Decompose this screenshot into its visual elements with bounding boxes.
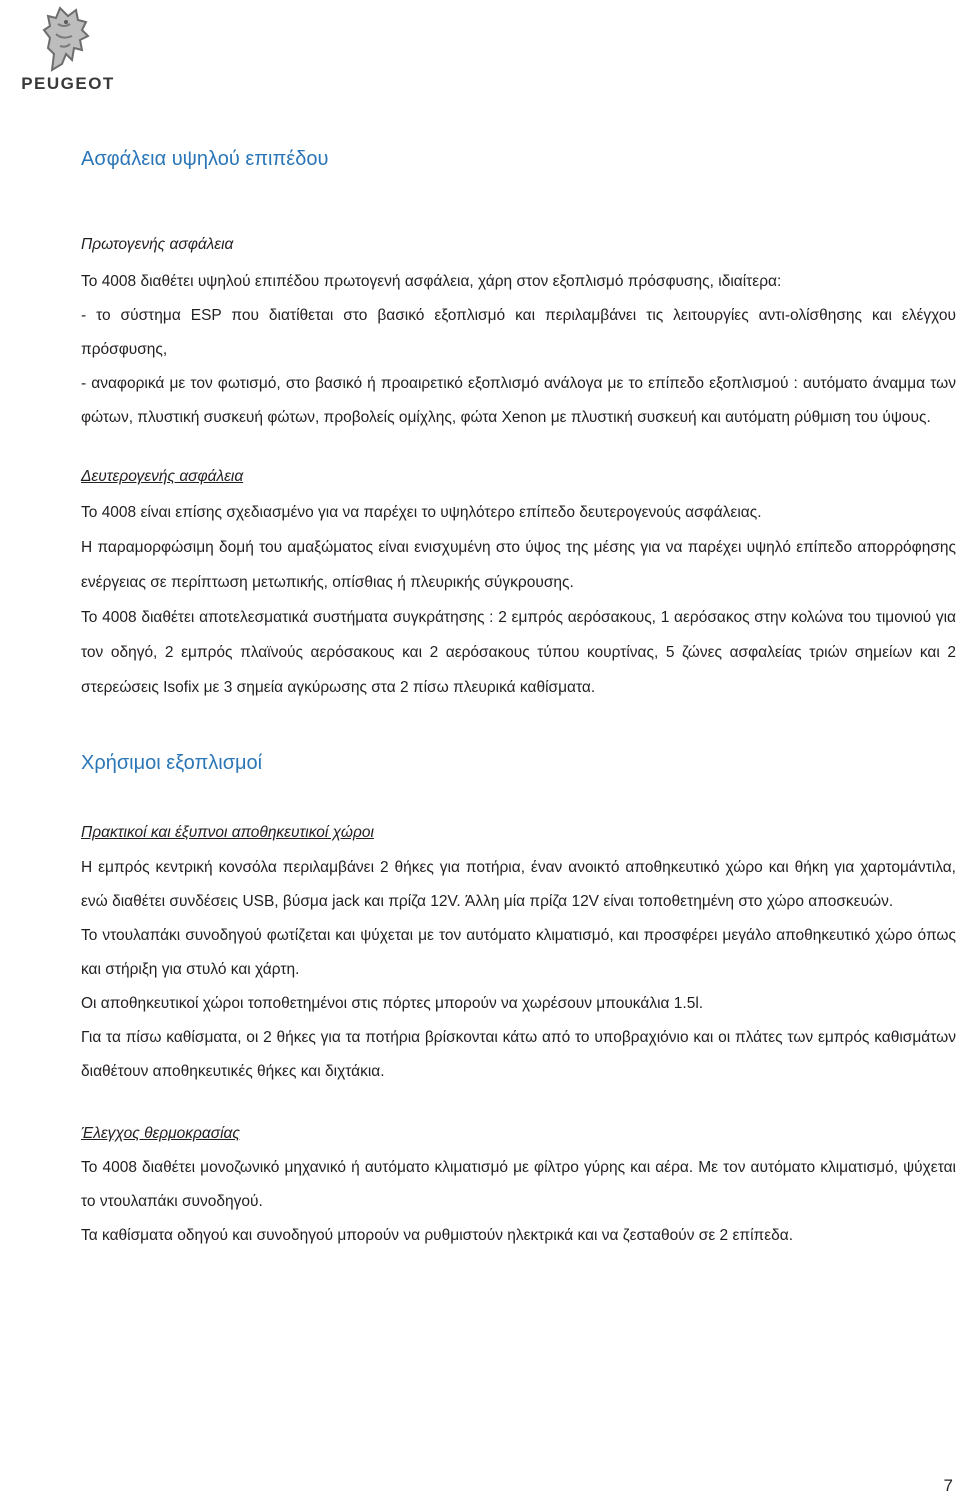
paragraph: Τα καθίσματα οδηγού και συνοδηγού μπορούν να ρυθμιστούν ηλεκτρικά και να ζεσταθούν σε 2 επίπεδα. (81, 1227, 794, 1244)
paragraph: Οι αποθηκευτικοί χώροι τοποθετημένοι στις πόρτες μπορούν να χωρέσουν μπουκάλια 1.5l. (81, 995, 704, 1012)
section-title-equipment: Χρήσιμοι εξοπλισμοί (81, 752, 263, 774)
paragraph: - αναφορικά με τον φωτισμό, στο βασικό ή προαιρετικό εξοπλισμό ανάλογα με το επίπεδο εξοπλισμού : αυτόματο άναμμα των φώτων, πλυστική συσκευή φώτων, προβολείς ομίχλης, φώτα Xenon με πλυστική συσκευή και αυτόματη ρύθμιση του ύψους. (81, 375, 956, 426)
peugeot-lion-icon (32, 4, 104, 72)
page-number: 7 (943, 1476, 953, 1495)
subsection-title-storage: Πρακτικοί και έξυπνοι αποθηκευτικοί χώροι (81, 824, 374, 841)
storage-text (81, 851, 956, 1089)
primary-safety-text (81, 265, 956, 435)
subsection-title-primary-safety: Πρωτογενής ασφάλεια (81, 236, 234, 253)
subsection-title-climate: Έλεγχος θερμοκρασίας (81, 1125, 240, 1142)
paragraph: Το 4008 είναι επίσης σχεδιασμένο για να παρέχει το υψηλότερο επίπεδο δευτερογενούς ασφάλειας. (81, 504, 762, 521)
paragraph: Το 4008 διαθέτει υψηλού επιπέδου πρωτογενή ασφάλεια, χάρη στον εξοπλισμό πρόσφυσης, ιδιαίτερα: (81, 273, 782, 290)
paragraph: Η παραμορφώσιμη δομή του αμαξώματος είναι ενισχυμένη στο ύψος της μέσης για να παρέχει υψηλό επίπεδο απορρόφησης ενέργειας σε περίπτωση μετωπικής, οπίσθιας ή πλευρικής σύγκρουσης. (81, 539, 956, 591)
paragraph: Η εμπρός κεντρική κονσόλα περιλαμβάνει 2 θήκες για ποτήρια, έναν ανοικτό αποθηκευτικό χώρο και θήκη για χαρτομάντιλα, ενώ διαθέτει συνδέσεις USB, βύσμα jack και πρίζα 12V. Άλλη μία πρίζα 12V είναι τοποθετημένη στο χώρο αποσκευών. (81, 859, 956, 910)
paragraph: Για τα πίσω καθίσματα, οι 2 θήκες για τα ποτήρια βρίσκονται κάτω από το υποβραχιόνιο και οι πλάτες των εμπρός καθισμάτων διαθέτουν αποθηκευτικές θήκες και διχτάκια. (81, 1029, 956, 1080)
document-body (81, 146, 956, 1253)
section-title-safety: Ασφάλεια υψηλού επιπέδου (81, 148, 329, 170)
brand-name: PEUGEOT (21, 74, 115, 93)
climate-text (81, 1151, 956, 1253)
paragraph: Το 4008 διαθέτει αποτελεσματικά συστήματα συγκράτησης : 2 εμπρός αερόσακους, 1 αερόσακος στην κολώνα του τιμονιού για τον οδηγό, 2 εμπρός πλαϊνούς αερόσακους και 2 αερόσακους τύπου κουρτίνας, 5 ζώνες ασφαλείας τριών σημείων και 2 στερεώσεις Isofix με 3 σημεία αγκύρωσης στα 2 πίσω πλευρικά καθίσματα. (81, 609, 956, 696)
secondary-safety-text (81, 495, 956, 705)
paragraph: - το σύστημα ESP που διατίθεται στο βασικό εξοπλισμό και περιλαμβάνει τις λειτουργίες αντι-ολίσθησης και ελέγχου πρόσφυσης, (81, 307, 956, 358)
brand-logo (6, 4, 130, 94)
paragraph: Το ντουλαπάκι συνοδηγού φωτίζεται και ψύχεται με τον αυτόματο κλιματισμό, και προσφέρει μεγάλο αποθηκευτικό χώρο όπως και στήριξη για στυλό και χάρτη. (81, 927, 956, 978)
paragraph: Το 4008 διαθέτει μονοζωνικό μηχανικό ή αυτόματο κλιματισμό με φίλτρο γύρης και αέρα. Με τον αυτόματο κλιματισμό, ψύχεται το ντουλαπάκι συνοδηγού. (81, 1159, 956, 1210)
subsection-title-secondary-safety: Δευτερογενής ασφάλεια (81, 468, 244, 485)
